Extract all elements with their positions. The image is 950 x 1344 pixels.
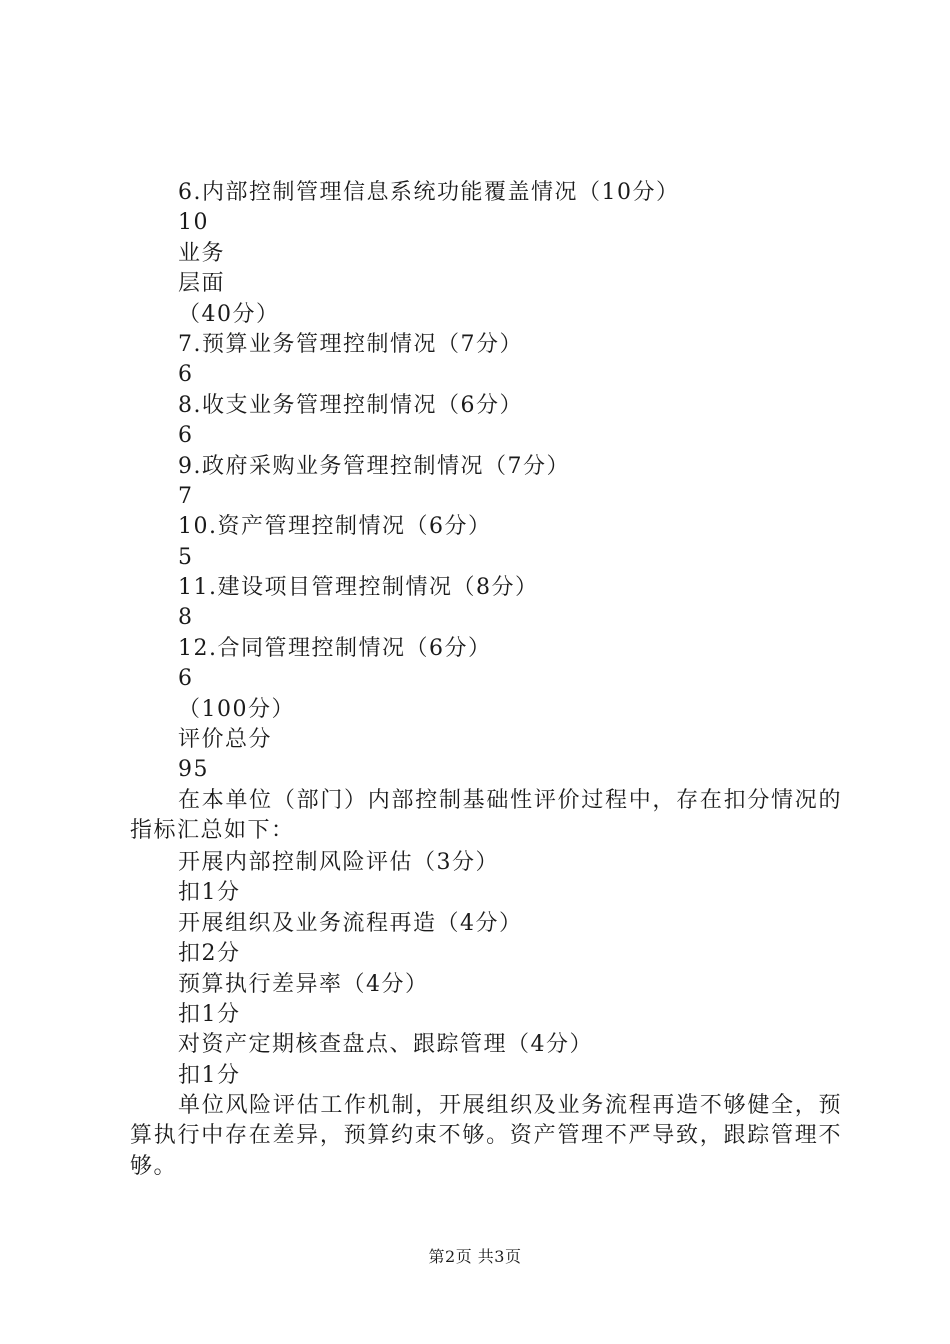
text-line: 扣1分 xyxy=(178,1062,241,1088)
page-footer: 第2页 共3页 xyxy=(428,1247,522,1266)
text-line: 层面 xyxy=(178,271,226,297)
text-line: 对资产定期核查盘点、跟踪管理（4分） xyxy=(178,1032,593,1058)
summary-paragraph: 在本单位（部门）内部控制基础性评价过程中，存在扣分情况的指标汇总如下： xyxy=(130,788,842,844)
score-list-top xyxy=(178,178,838,786)
text-line: 6 xyxy=(178,423,194,449)
text-line: 7.预算业务管理控制情况（7分） xyxy=(178,331,523,357)
text-line: 6 xyxy=(178,362,194,388)
text-line: （40分） xyxy=(178,301,280,327)
text-line: 扣2分 xyxy=(178,941,241,967)
conclusion-paragraph: 单位风险评估工作机制，开展组织及业务流程再造不够健全，预算执行中存在差异，预算约束不够。资产管理不严导致，跟踪管理不够。 xyxy=(130,1093,842,1179)
text-line: 6 xyxy=(178,666,194,692)
text-line: 12.合同管理控制情况（6分） xyxy=(178,635,492,661)
text-line: （100分） xyxy=(178,696,295,722)
text-line: 9.政府采购业务管理控制情况（7分） xyxy=(178,453,570,479)
text-line: 预算执行差异率（4分） xyxy=(178,971,429,997)
text-line: 开展内部控制风险评估（3分） xyxy=(178,850,499,875)
text-line: 扣1分 xyxy=(178,1001,241,1027)
text-line: 扣1分 xyxy=(178,880,241,906)
text-line: 6.内部控制管理信息系统功能覆盖情况（10分） xyxy=(178,180,680,205)
text-line: 11.建设项目管理控制情况（8分） xyxy=(178,575,539,601)
text-line: 7 xyxy=(178,483,194,509)
text-line: 10.资产管理控制情况（6分） xyxy=(178,514,492,540)
text-line: 8 xyxy=(178,605,194,631)
text-line: 开展组织及业务流程再造（4分） xyxy=(178,910,523,936)
text-line: 业务 xyxy=(178,240,226,266)
deduction-list xyxy=(178,848,838,1091)
text-line: 评价总分 xyxy=(178,727,273,753)
text-line: 8.收支业务管理控制情况（6分） xyxy=(178,392,523,418)
text-line: 95 xyxy=(178,757,209,783)
text-line: 5 xyxy=(178,544,194,570)
text-line: 10 xyxy=(178,210,209,236)
